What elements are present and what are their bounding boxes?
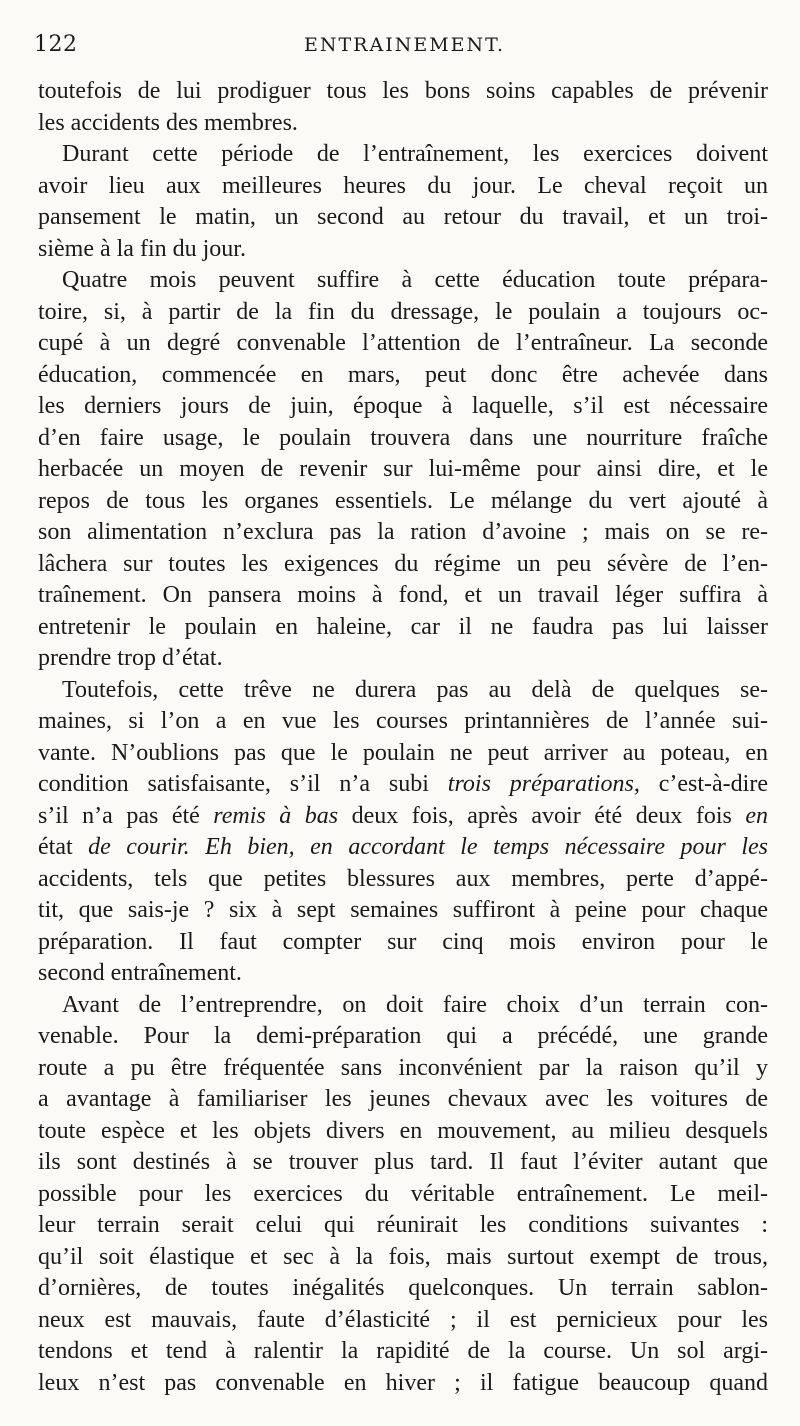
text-line: tit, que sais-je ? six à sept semaines suffiront à peine pour chaque bbox=[38, 897, 768, 923]
text-line: Avant de l’entreprendre, on doit faire choix d’un terrain con- bbox=[62, 991, 768, 1018]
running-title: ENTRAINEMENT. bbox=[304, 34, 506, 56]
text-line: les derniers jours de juin, époque à laquelle, s’il est nécessaire bbox=[38, 393, 768, 419]
text-line: qu’il soit élastique et sec à la fois, mais surtout exempt de trous, bbox=[38, 1243, 768, 1270]
text-line: route a pu être fréquentée sans inconvénient par la raison qu’il y bbox=[38, 1054, 768, 1081]
text-line: lâchera sur toutes les exigences du régime un peu sévère de l’en- bbox=[38, 550, 768, 577]
text-line: accidents, tels que petites blessures aux membres, perte d’appé- bbox=[38, 865, 768, 892]
text-line: vante. N’oublions pas que le poulain ne peut arriver au poteau, en bbox=[38, 739, 768, 766]
text-line: toutefois de lui prodiguer tous les bons soins capables de prévenir bbox=[38, 78, 768, 104]
text-line: toire, si, à partir de la fin du dressage, le poulain a toujours oc- bbox=[38, 298, 768, 325]
text-line: pansement le matin, un second au retour du travail, et un troi- bbox=[38, 204, 768, 230]
text-line: son alimentation n’exclura pas la ration d’avoine ; mais on se re- bbox=[38, 519, 768, 545]
text-line: d’en faire usage, le poulain trouvera dans une nourriture fraîche bbox=[38, 424, 768, 451]
text-line: leux n’est pas convenable en hiver ; il fatigue beaucoup quand bbox=[38, 1369, 768, 1396]
text-line: herbacée un moyen de revenir sur lui-même pour ainsi dire, et le bbox=[38, 456, 768, 482]
text-line: ils sont destinés à se trouver plus tard. Il faut l’éviter autant que bbox=[38, 1149, 768, 1175]
running-head bbox=[34, 30, 778, 64]
text-line: Toutefois, cette trêve ne durera pas au delà de quelques se- bbox=[62, 676, 768, 703]
text-line: cupé à un degré convenable l’attention de l’entraîneur. La seconde bbox=[38, 330, 768, 356]
text-line: repos de tous les organes essentiels. Le mélange du vert ajouté à bbox=[38, 487, 768, 514]
text-line: les accidents des membres. bbox=[38, 109, 298, 136]
text-line: tendons et tend à ralentir la rapidité de la course. Un sol argi- bbox=[38, 1338, 768, 1364]
text-line: état de courir. Eh bien, en accordant le temps nécessaire pour les bbox=[38, 834, 768, 860]
text-line: condition satisfaisante, s’il n’a subi trois préparations, c’est-à-dire bbox=[38, 771, 768, 797]
text-line: a avantage à familiariser les jeunes chevaux avec les voitures de bbox=[38, 1086, 768, 1112]
text-line: leur terrain serait celui qui réunirait les conditions suivantes : bbox=[38, 1212, 768, 1238]
text-line: traînement. On pansera moins à fond, et un travail léger suffira à bbox=[38, 582, 768, 608]
text-line: venable. Pour la demi-préparation qui a précédé, une grande bbox=[38, 1023, 768, 1049]
text-line: maines, si l’on a en vue les courses printannières de l’année sui- bbox=[38, 708, 768, 734]
text-line: avoir lieu aux meilleures heures du jour. Le cheval reçoit un bbox=[38, 172, 768, 199]
body-text bbox=[38, 76, 768, 1399]
page-number: 122 bbox=[34, 32, 78, 57]
text-line: neux est mauvais, faute d’élasticité ; il est pernicieux pour les bbox=[38, 1306, 768, 1333]
text-line: d’ornières, de toutes inégalités quelconques. Un terrain sablon- bbox=[38, 1275, 768, 1301]
text-line: entretenir le poulain en haleine, car il ne faudra pas lui laisser bbox=[38, 613, 768, 640]
text-line: possible pour les exercices du véritable entraînement. Le meil- bbox=[38, 1180, 768, 1207]
text-line: prendre trop d’état. bbox=[38, 645, 223, 671]
text-line: préparation. Il faut compter sur cinq mois environ pour le bbox=[38, 928, 768, 955]
text-line: s’il n’a pas été remis à bas deux fois, après avoir été deux fois en bbox=[38, 802, 768, 829]
text-line: Quatre mois peuvent suffire à cette éducation toute prépara- bbox=[62, 267, 768, 293]
text-line: toute espèce et les objets divers en mouvement, au milieu desquels bbox=[38, 1117, 768, 1144]
text-line: second entraînement. bbox=[38, 960, 242, 986]
text-line: éducation, commencée en mars, peut donc être achevée dans bbox=[38, 361, 768, 388]
text-line: sième à la fin du jour. bbox=[38, 235, 246, 262]
text-line: Durant cette période de l’entraînement, les exercices doivent bbox=[62, 141, 768, 167]
